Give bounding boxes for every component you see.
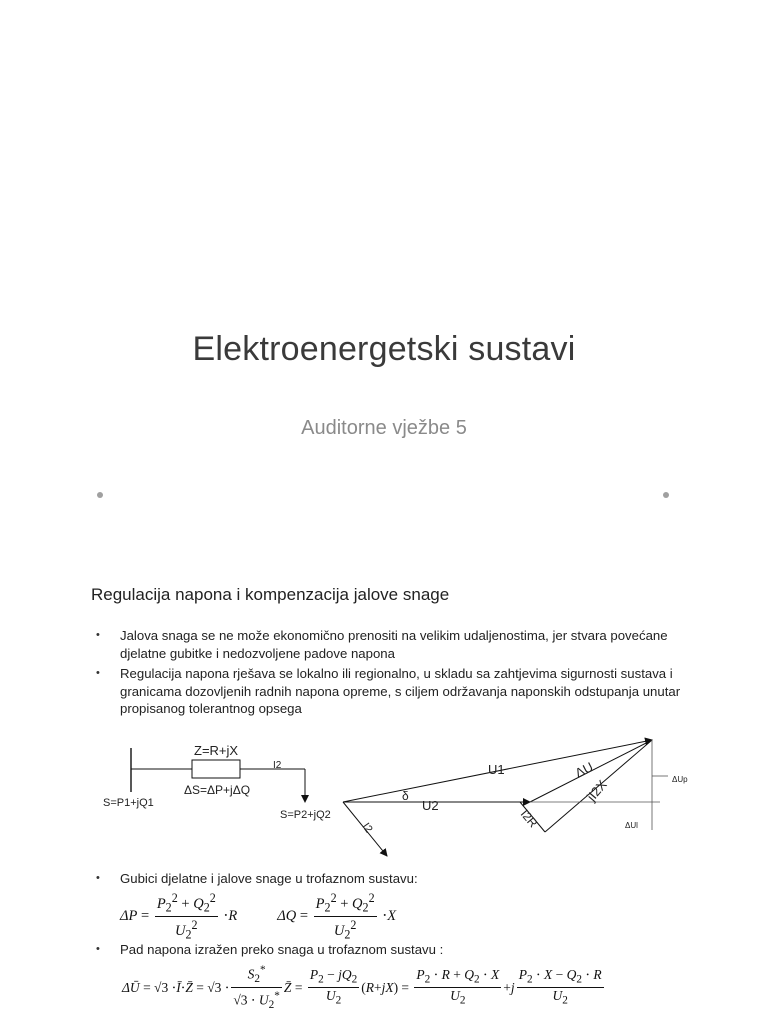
load-label: S=P2+jQ2	[280, 809, 331, 821]
losses-formulas: ΔP = $\frac{P_2^2 + Q_2^2}{U_2^2}$ ⋅ R ΔQ = $\frac{P_2^2 + Q_2^2}{U_2^2}$ ⋅ X	[120, 891, 397, 942]
impedance-box	[192, 760, 240, 778]
bullet-dot-right	[663, 492, 669, 498]
bullet-dot-left	[97, 492, 103, 498]
label-u2: U2	[422, 798, 439, 813]
label-i2r: I2R	[517, 806, 541, 831]
losses-bullet-list	[96, 870, 686, 891]
impedance-label: Z=R+jX	[194, 743, 239, 758]
label-du: ΔU	[572, 759, 596, 781]
drop-bullet-list	[96, 941, 686, 962]
label-u1: U1	[488, 762, 505, 777]
label-jx: jI2X	[583, 777, 610, 804]
drop-formula: ΔŪ = √3 ⋅ Ī ⋅ Z̄ = √3 ⋅ $\frac{S_2^*}{√3 \cdot U_2^*}$ Z̄ = $\frac{P_2 - jQ_2}{U_2}$ ( R + jX ) = $\frac{P_2 \cdot R + Q_2 \cdot X}{U_2}$ + j $\frac{P_2 \cdot X - Q_2 \cdot R}{U_2}$	[122, 964, 602, 1012]
label-du-long: ΔUp	[672, 775, 688, 784]
slide-subtitle: Auditorne vježbe 5	[301, 417, 467, 439]
slide-title: Elektroenergetski sustavi	[192, 330, 576, 368]
intro-bullet-list	[96, 627, 686, 721]
bullet-item: • Pad napona izražen preko snaga u trofaznom sustavu :	[96, 941, 686, 959]
circuit-phasor-diagram	[100, 730, 700, 865]
current-label-circuit: I2	[273, 760, 282, 771]
bullet-item: • Regulacija napona rješava se lokalno ili regionalno, u skladu sa zahtjevima sigurnosti sustava i granicama dozovljenih radnih napona opreme, s ciljem održavanja naponskih odstupanja unutar propisanog tolerantnog opsega	[96, 665, 686, 718]
label-delta: δ	[402, 789, 409, 803]
label-i2: I2	[359, 820, 375, 836]
source-label: S=P1+jQ1	[103, 797, 154, 809]
bullet-item: • Gubici djelatne i jalove snage u trofaznom sustavu:	[96, 870, 686, 888]
label-du-trans: ΔUl	[625, 821, 638, 830]
loss-label: ΔS=ΔP+jΔQ	[184, 783, 251, 797]
section-heading: Regulacija napona i kompenzacija jalove snage	[91, 585, 450, 604]
bullet-item: • Jalova snaga se ne može ekonomično prenositi na velikim udaljenostima, jer stvara povećane djelatne gubitke i nedozvoljene padove napona	[96, 627, 686, 662]
